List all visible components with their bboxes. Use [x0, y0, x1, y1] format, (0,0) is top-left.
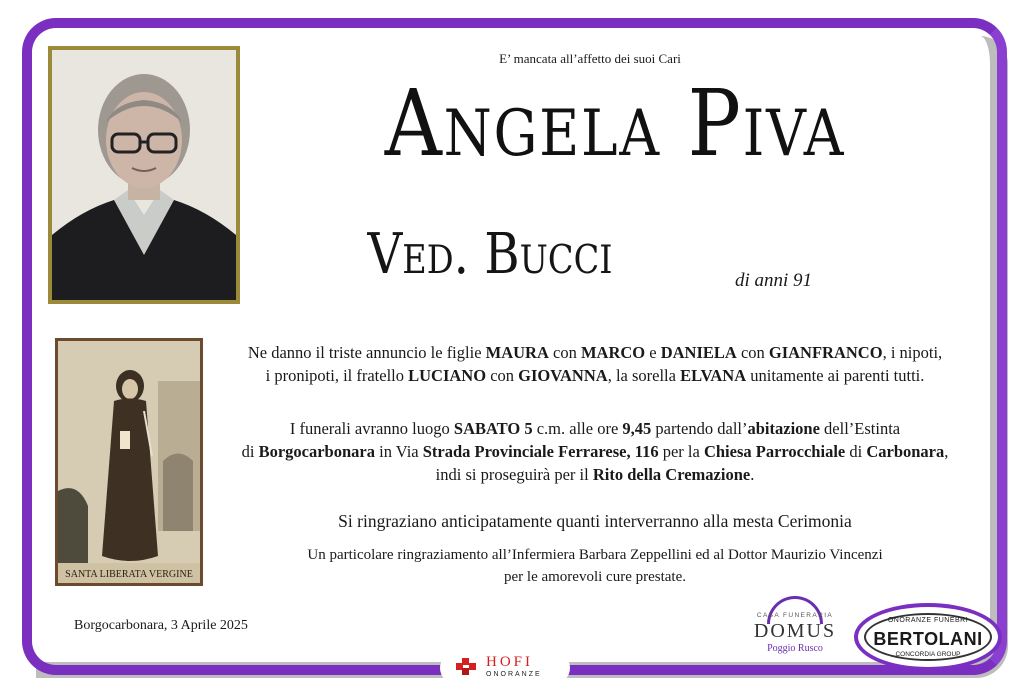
- domus-logo: [745, 596, 845, 660]
- announcement-line: Ne danno il triste annuncio le figlie MAURA con MARCO e DANIELA con GIANFRANCO, i nipoti,: [247, 343, 943, 362]
- bertolani-name: BERTOLANI: [873, 629, 983, 649]
- portrait-photo: [48, 46, 240, 304]
- domus-location: Poggio Rusco: [767, 643, 823, 654]
- holy-card-image: [55, 338, 203, 586]
- holy-card-caption: SANTA LIBERATA VERGINE: [65, 569, 193, 580]
- saint-illustration: [58, 341, 200, 583]
- special-thanks: [200, 544, 990, 588]
- hofi-name: HOFI: [486, 654, 534, 670]
- funeral-paragraph: [200, 417, 990, 486]
- portrait-image: [52, 50, 236, 300]
- hofi-mark-icon: [454, 656, 478, 680]
- domus-name: DOMUS: [753, 620, 837, 642]
- hofi-logo: [440, 652, 570, 684]
- special-thanks-line: Un particolare ringraziamento all’Infermiera Barbara Zeppellini ed al Dottor Maurizio Vincenzi: [307, 547, 883, 563]
- announcement-line: i pronipoti, il fratello LUCIANO con GIOVANNA, la sorella ELVANA unitamente ai parenti tutti.: [265, 366, 925, 385]
- hofi-sub: ONORANZE: [486, 671, 542, 678]
- bertolani-bottom: CONCORDIA GROUP: [895, 651, 961, 658]
- funeral-line: I funerali avranno luogo SABATO 5 c.m. alle ore 9,45 partendo dall’abitazione dell’Estinta: [289, 419, 901, 438]
- widow-name: Ved. Bucci: [367, 222, 613, 287]
- place-date: Borgocarbonara, 3 Aprile 2025: [74, 618, 248, 633]
- funeral-line: indi si proseguirà per il Rito della Cremazione.: [435, 465, 755, 484]
- thanks-line: Si ringraziano anticipatamente quanti interverranno alla mesta Cerimonia: [338, 511, 852, 531]
- age: di anni 91: [735, 270, 813, 291]
- domus-subtitle: CASA FUNERARIA: [756, 612, 834, 619]
- intro-line: E’ mancata all’affetto dei suoi Cari: [499, 51, 681, 66]
- special-thanks-line: per le amorevoli cure prestate.: [504, 569, 686, 585]
- bertolani-top: ONORANZE FUNEBRI: [887, 617, 969, 624]
- funeral-line: di Borgocarbonara in Via Strada Provinciale Ferrarese, 116 per la Chiesa Parrocchiale di Carbonara,: [241, 442, 949, 461]
- deceased-name: Angela Piva: [384, 70, 846, 177]
- announcement-paragraph: [200, 341, 990, 387]
- bertolani-logo: [854, 603, 1002, 671]
